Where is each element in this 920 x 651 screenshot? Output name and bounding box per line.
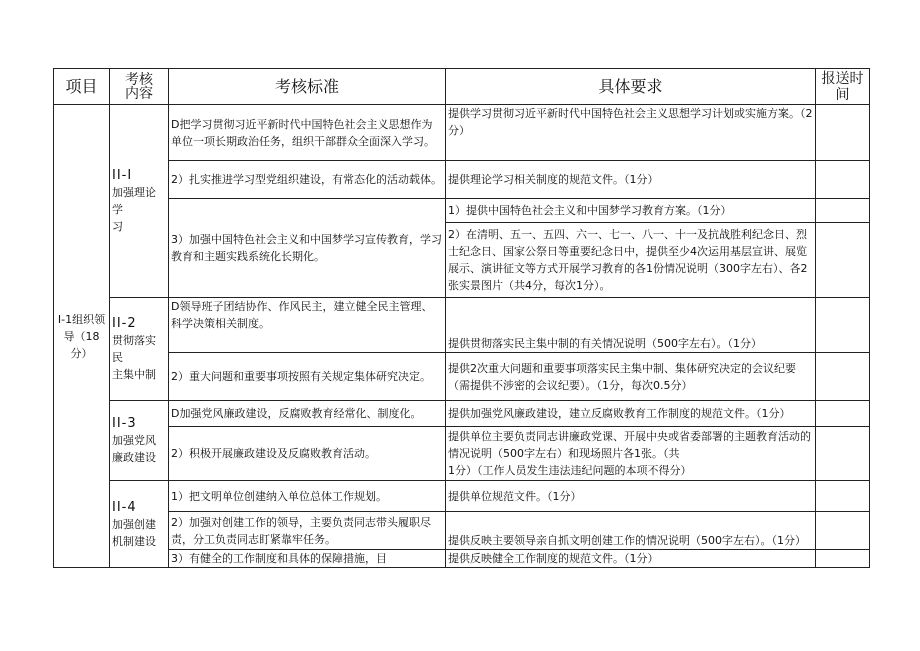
requirement-cell: 提供加强党风廉政建设，建立反腐败教育工作制度的规范文件。（1分） [446,401,816,427]
table-row [54,550,870,568]
assessment-sheet [53,68,870,568]
header-time: 报送时 间 [816,69,870,105]
time-cell [816,298,870,353]
time-cell [816,427,870,481]
time-cell [816,199,870,223]
assessment-table [53,68,870,568]
requirement-cell: 提供反映健全工作制度的规范文件。（1分） [446,550,816,568]
category-name: 贯彻落实民 主集中制 [112,334,156,381]
requirement-cell: 提供理论学习相关制度的规范文件。（1分） [446,161,816,199]
time-cell [816,481,870,512]
standard-cell: 3）有健全的工作制度和具体的保障措施，目 [169,550,446,568]
requirement-cell: 提供单位主要负责同志讲廉政党课、开展中央或省委部署的主题教育活动的情况说明（500字左右）和现场照片各1张。（共 1分）（工作人员发生违法违纪问题的本项不得分） [446,427,816,481]
category-cell [110,105,169,298]
category-code: II-4 [112,499,137,515]
header-content: 考核 内容 [110,69,169,105]
requirement-cell: 提供2次重大问题和重要事项落实民主集中制、集体研究决定的会议纪要（需提供不涉密的会议纪要）。（1分，每次0.5分） [446,353,816,401]
requirement-cell: 提供单位规范文件。（1分） [446,481,816,512]
table-row [54,105,870,161]
standard-cell: 3）加强中国特色社会主义和中国梦学习宣传教育，学习教育和主题实践系统化长期化。 [169,199,446,298]
requirement-cell: 提供学习贯彻习近平新时代中国特色社会主义思想学习计划或实施方案。（2 分） [446,105,816,161]
category-code: II-2 [112,316,137,331]
header-requirement: 具体要求 [446,69,816,105]
time-cell [816,401,870,427]
requirement-cell: 提供反映主要领导亲自抓文明创建工作的情况说明（500字左右）。（1分） [446,512,816,550]
time-cell [816,105,870,161]
table-row [54,298,870,353]
category-name: 加强党风 廉政建设 [112,434,156,464]
category-name: 加强理论学 习 [112,186,156,233]
requirement-cell: 1）提供中国特色社会主义和中国梦学习教育方案。（1分） [446,199,816,223]
time-cell [816,353,870,401]
standard-cell: 2）积极开展廉政建设及反腐败教育活动。 [169,427,446,481]
category-cell [110,298,169,401]
requirement-cell: 提供贯彻落实民主集中制的有关情况说明（500字左右）。（1分） [446,298,816,353]
time-cell [816,223,870,298]
standard-cell: D领导班子团结协作、作风民主，建立健全民主管理、科学决策相关制度。 [169,298,446,353]
table-row [54,512,870,550]
requirement-cell: 2）在清明、五一、五四、六一、七一、八一、十一及抗战胜利纪念日、烈士纪念日、国家公祭日等重要纪念日中，提供至少4次运用基层宣讲、展览展示、演讲征文等方式开展学习教育的各1份情况说明（300字左右）、各2张实景图片（共4分，每次1分）。 [446,223,816,298]
header-row [54,69,870,105]
header-project: 项目 [54,69,110,105]
category-name: 加强创建 机制建设 [112,517,156,548]
header-standard: 考核标准 [169,69,446,105]
standard-cell: 2）重大问题和重要事项按照有关规定集体研究决定。 [169,353,446,401]
standard-cell: D加强党风廉政建设，反腐败教育经常化、制度化。 [169,401,446,427]
time-cell [816,550,870,568]
standard-cell: D把学习贯彻习近平新时代中国特色社会主义思想作为单位一项长期政治任务，组织干部群众全面深入学习。 [169,105,446,161]
standard-cell: 1）把文明单位创建纳入单位总体工作规划。 [169,481,446,512]
category-cell [110,481,169,568]
category-code: II-I [112,168,133,183]
table-row [54,353,870,401]
category-cell [110,401,169,481]
standard-cell: 2）扎实推进学习型党组织建设，有常态化的活动载体。 [169,161,446,199]
table-row [54,161,870,199]
table-row [54,427,870,481]
time-cell [816,512,870,550]
table-row [54,199,870,223]
table-row [54,481,870,512]
standard-cell: 2）加强对创建工作的领导，主要负责同志带头履职尽责，分工负责同志盯紧靠牢任务。 [169,512,446,550]
time-cell [816,161,870,199]
category-code: II-3 [112,416,137,431]
project-cell: I-1组织领 导（18 分） [54,105,110,568]
table-row [54,401,870,427]
